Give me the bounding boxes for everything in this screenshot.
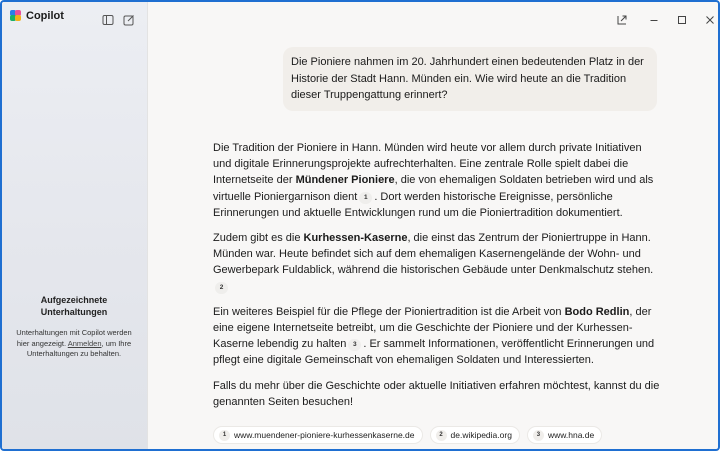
answer-text: . Dort werden historische Ereignisse, persönliche Erinnerungen und aktuelle Entwicklungen rund um die Pioniertradition dokumentiert.	[213, 190, 623, 219]
answer-bold-text: Mündener Pioniere	[295, 174, 395, 187]
sign-in-link[interactable]: Anmelden	[67, 338, 102, 348]
source-link[interactable]	[213, 426, 423, 444]
source-link[interactable]	[527, 426, 602, 444]
copilot-logo-icon	[10, 10, 22, 22]
answer-text: , die einst das Zentrum der Pioniertruppe in Hann. Münden war. Heute befindet sich auf dem ehemaligen Kasernengelände der Wohn- und Gewerbepark Fuldablick, während die historischen Gebäude unter Denkmalschutz stehen.	[213, 232, 654, 277]
answer-text: . Er sammelt Informationen, veröffentlicht Erinnerungen und pflegt eine digitale Gemeinschaft von ehemaligen Soldaten und Interessierten.	[213, 338, 655, 367]
citation-badge[interactable]: 1	[359, 192, 372, 204]
answer-text: , die von ehemaligen Soldaten betrieben wird und als virtuelle Pioniergarnison dient	[213, 174, 654, 203]
source-number: 1	[219, 430, 230, 441]
app-name: Copilot	[26, 10, 64, 22]
empty-history-title: Aufgezeichnete Unterhaltungen	[40, 295, 108, 317]
source-number: 3	[533, 430, 544, 441]
brand	[10, 10, 64, 22]
source-label: www.hna.de	[547, 430, 595, 440]
answer-text: Die Tradition der Pioniere in Hann. Münden wird heute vor allem durch private Initiativen und digitale Erinnerungsprojekte aufrechterhalten. Eine zentrale Rolle spielt dabei die Internetseite der	[213, 142, 642, 187]
empty-history-description	[12, 328, 136, 360]
citation-badge[interactable]: 3	[348, 339, 361, 351]
answer-bold-text: Bodo Redlin	[564, 305, 630, 318]
answer-paragraph-1	[213, 140, 663, 221]
answer-text: , der eine eigene Internetseite betreibt, um die Geschichte der Pioniere und der Kurhessen-Kaserne lebendig zu halten	[213, 305, 652, 351]
assistant-answer	[213, 140, 663, 419]
source-label: www.muendener-pioniere-kurhessenkaserne.de	[234, 430, 415, 440]
empty-history-text: Unterhaltungen mit Copilot werden hier angezeigt.	[16, 328, 132, 348]
citation-badge[interactable]: 2	[215, 282, 228, 294]
empty-history-text-end: , um Ihre Unterhaltungen zu behalten.	[26, 338, 132, 358]
answer-bold-text: Kurhessen-Kaserne	[303, 232, 408, 245]
user-message: Die Pioniere nahmen im 20. Jahrhundert einen bedeutenden Platz in der Historie der Stadt Hann. Münden ein. Wie wird heute an die Tradition dieser Truppengattung erinnert?	[283, 47, 657, 111]
chat-area	[148, 2, 720, 451]
new-chat-icon[interactable]	[123, 11, 135, 23]
source-label: de.wikipedia.org	[450, 430, 512, 440]
answer-paragraph-4: Falls du mehr über die Geschichte oder aktuelle Initiativen erfahren möchtest, kannst du die genannten Seiten besuchen!	[213, 379, 660, 408]
sidebar	[2, 2, 148, 451]
sidebar-toggle-icon[interactable]	[102, 11, 114, 23]
answer-text: Ein weiteres Beispiel für die Pflege der Pioniertradition ist die Arbeit von	[213, 305, 565, 318]
answer-text: Zudem gibt es die	[213, 232, 304, 245]
answer-paragraph-2	[213, 230, 663, 295]
source-link[interactable]	[430, 426, 520, 444]
answer-paragraph-3	[213, 304, 663, 369]
source-links	[213, 426, 602, 444]
source-number: 2	[436, 430, 447, 441]
